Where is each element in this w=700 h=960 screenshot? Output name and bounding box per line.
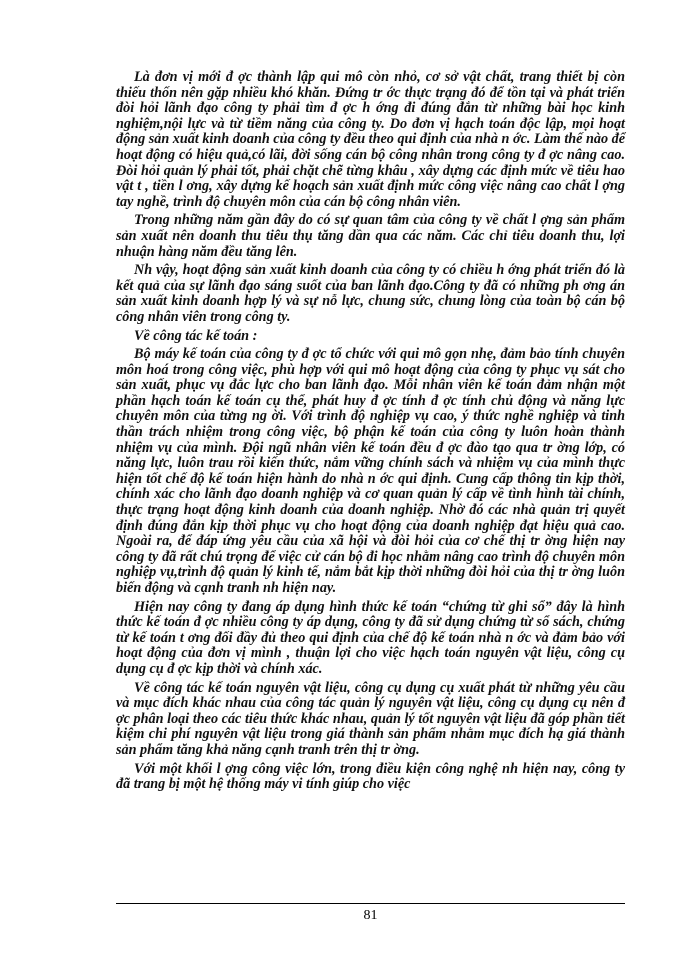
paragraph-accounting-department: Bộ máy kế toán của công ty đ ợc tổ chức với qui mô gọn nhẹ, đảm bảo tính chuyên môn hoá trong công việc, phù hợp với qui mô hoạt động của công ty phục vụ sát cho sản xuất, phục vụ đắc lực cho ban lãnh đạo. Mỗi nhân viên kế toán đảm nhận một phần hạch toán kế toán cụ thể, phát huy đ ợc tính đ ợc tính chủ động và năng lực chuyên môn của từng ng ời. Với trình độ nghiệp vụ cao, ý thức nghề nghiệp và tinh thần trách nhiệm trong công việc, bộ phận kế toán của công ty luôn hoàn thành nhiệm vụ của mình. Đội ngũ nhân viên kế toán đều đ ợc đào tạo qua tr ờng lớp, có năng lực, luôn trau rồi kiến thức, nắm vững chính sách và nhiệm vụ của mình thực hiện tốt chế độ kế toán hiện hành do nhà n ớc qui định. Cung cấp thông tin kịp thời, chính xác cho lãnh đạo doanh nghiệp và cơ quan quản lý cấp về tình hình tài chính, thực trạng hoạt động kinh doanh của doanh nghiệp. Nhờ đó các nhà quản trị quyết định đúng đắn kịp thời phục vụ cho hoạt động của doanh nghiệp đạt hiệu quả cao. Ngoài ra, để đáp ứng yêu cầu của xã hội và đòi hỏi của cơ chế thị tr ờng hiện nay công ty đã rất chú trọng để việc cử cán bộ đi học nhằm nâng cao trình độ chuyên môn nghiệp vụ,trình độ quản lý kinh tế, nắm bắt kịp thời những đòi hỏi của thị tr ờng luôn biến động và cạnh tranh nh hiện nay. bbox=[116, 346, 625, 596]
paragraph-accounting-method: Hiện nay công ty đang áp dụng hình thức kế toán “chứng từ ghi sổ” đây là hình thức kế toán đ ợc nhiều công ty áp dụng, công ty đã sử dụng chứng từ sổ sách, chứng từ kế toán t ơng đối đầy đủ theo qui định của chế độ kế toán nhà n ớc và đảm bảo với hoạt động của đơn vị mình , thuận lợi cho việc hạch toán nguyên vật liệu, công cụ dụng cụ đ ợc kịp thời và chính xác. bbox=[116, 598, 625, 677]
paragraph-company-overview: Là đơn vị mới đ ợc thành lập qui mô còn nhỏ, cơ sở vật chất, trang thiết bị còn thiếu thốn nên gặp nhiều khó khăn. Đứng tr ớc thực trạng đó để tồn tại và phát triển đòi hỏi lãnh đạo công ty phải tìm đ ợc h ớng đi đúng đắn từ những bài học kinh nghiệm,nội lực và từ tiềm năng của công ty. Do đơn vị hạch toán độc lập, mọi hoạt động sản xuất kinh doanh của công ty đều theo qui định của nhà n ớc. Làm thế nào để hoạt động có hiệu quả,có lãi, đời sống cán bộ công nhân trong công ty đ ợc nâng cao. Đòi hỏi quản lý phải tốt, phải chặt chẽ từng khâu , xây dựng các định mức về tiêu hao vật t , tiền l ơng, xây dựng kế hoạch sản xuất định mức công việc nâng cao chất l ợng tay nghề, trình độ chuyên môn của cán bộ công nhân viên. bbox=[116, 69, 626, 210]
page-number: 81 bbox=[363, 908, 378, 923]
section-heading-accounting: Về công tác kế toán : bbox=[134, 327, 258, 344]
footer-divider bbox=[116, 903, 625, 904]
paragraph-workload: Với một khối l ợng công việc lớn, trong điều kiện công nghệ nh hiện nay, công ty đã trang bị một hệ thống máy vi tính giúp cho việc bbox=[116, 760, 625, 793]
body-text bbox=[116, 70, 625, 796]
paragraph-product-quality: Trong những năm gần đây do có sự quan tâm của công ty về chất l ợng sản phẩm sản xuất nên doanh thu tiêu thụ tăng dần qua các năm. Các chỉ tiêu doanh thu, lợi nhuận hàng năm đều tăng lên. bbox=[116, 212, 625, 260]
paragraph-materials-accounting: Về công tác kế toán nguyên vật liệu, công cụ dụng cụ xuất phát từ những yêu cầu và mục đích khác nhau của công tác quản lý nguyên vật liệu, công cụ dụng cụ nên đ ợc phân loại theo các tiêu thức khác nhau, quản lý tốt nguyên vật liệu đã góp phần tiết kiệm chi phí nguyên vật liệu trong giá thành sản phẩm nhằm mục đích hạ giá thành sản phẩm tăng khả năng cạnh tranh trên thị tr ờng. bbox=[116, 679, 625, 758]
paragraph-business-development: Nh vậy, hoạt động sản xuất kinh doanh của công ty có chiều h ớng phát triển đó là kết quả của sự lãnh đạo sáng suốt của ban lãnh đạo.Công ty đã có những ph ơng án sản xuất kinh doanh hợp lý và sự nỗ lực, chung sức, chung lòng của toàn bộ cán bộ công nhân viên trong công ty. bbox=[116, 262, 625, 325]
